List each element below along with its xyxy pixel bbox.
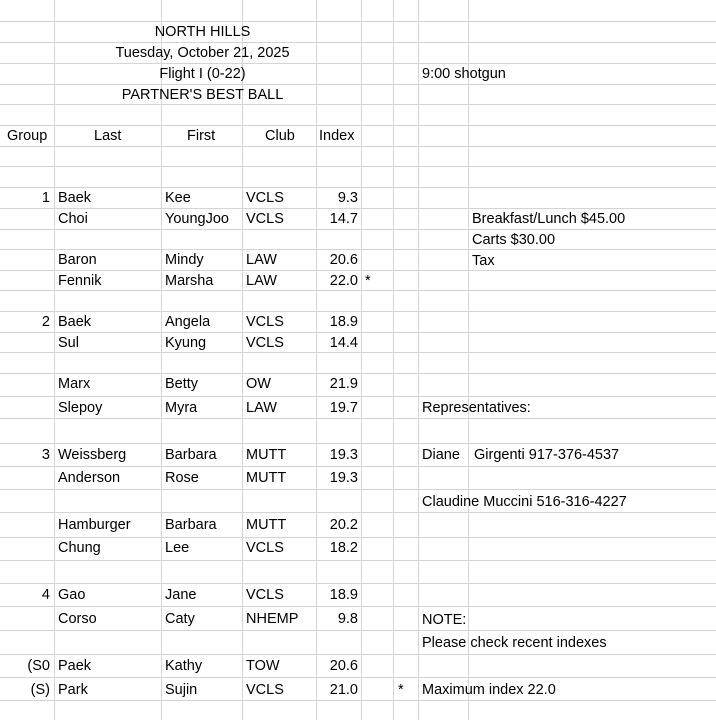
player-group: 4 (41, 587, 50, 603)
player-group: 1 (41, 190, 50, 206)
player-mark (365, 680, 385, 700)
col-header-group: Group (7, 128, 48, 144)
cart-cost: Carts $30.00 (472, 232, 556, 248)
player-mark (365, 250, 385, 270)
player-group: 2 (41, 314, 50, 330)
rep2-contact: Claudine Muccini 516-316-4227 (422, 494, 627, 510)
player-club: MUTT (246, 447, 287, 463)
grid-row-line (0, 166, 716, 167)
player-last-name: Chung (58, 540, 101, 556)
rep1-first-name: Diane (422, 447, 460, 463)
grid-column-line (468, 0, 469, 720)
player-mark (365, 515, 385, 535)
player-last-name: Hamburger (58, 517, 131, 533)
player-first-name: Rose (165, 470, 199, 486)
note-star: * (398, 682, 404, 698)
tax-label: Tax (472, 253, 495, 269)
player-last-name: Gao (58, 587, 86, 603)
player-club: VCLS (246, 587, 284, 603)
player-first-name: Kathy (165, 658, 203, 674)
grid-column-line (418, 0, 419, 720)
player-last-name: Park (58, 682, 88, 698)
player-index: 19.3 (329, 447, 358, 463)
meal-cost: Breakfast/Lunch $45.00 (472, 211, 626, 227)
player-club: VCLS (246, 682, 284, 698)
player-first-name: Kyung (165, 335, 207, 351)
player-group (0, 271, 50, 291)
player-group (0, 333, 50, 353)
grid-column-line (161, 0, 162, 720)
player-first-name: YoungJoo (165, 211, 229, 227)
player-first-name: Lee (165, 540, 190, 556)
player-group (0, 468, 50, 488)
col-header-last: Last (94, 128, 122, 144)
player-group (0, 250, 50, 270)
player-group (0, 609, 50, 629)
player-group (0, 538, 50, 558)
player-club: VCLS (246, 190, 284, 206)
player-group (0, 374, 50, 394)
player-first-name: Barbara (165, 517, 217, 533)
grid-row-line (0, 583, 716, 584)
grid-row-line (0, 654, 716, 655)
grid-column-line (54, 0, 55, 720)
player-first-name: Angela (165, 314, 211, 330)
player-group: 3 (41, 447, 50, 463)
player-last-name: Choi (58, 211, 88, 227)
player-group (0, 515, 50, 535)
col-header-index: Index (319, 128, 355, 144)
player-index: 20.6 (329, 658, 358, 674)
player-club: LAW (246, 400, 277, 416)
player-mark (365, 445, 385, 465)
grid-row-line (0, 700, 716, 701)
player-first-name: Jane (165, 587, 197, 603)
grid-row-line (0, 146, 716, 147)
player-index: 14.4 (329, 335, 358, 351)
player-mark (365, 374, 385, 394)
grid-row-line (0, 418, 716, 419)
grid-row-line (0, 677, 716, 678)
course-title: NORTH HILLS (154, 24, 251, 40)
player-club: MUTT (246, 470, 287, 486)
player-index: 20.6 (329, 252, 358, 268)
player-first-name: Barbara (165, 447, 217, 463)
player-index: 9.3 (337, 190, 358, 206)
player-club: OW (246, 376, 271, 392)
player-index: 18.2 (329, 540, 358, 556)
flight-label: Flight I (0-22) (159, 66, 246, 82)
grid-row-line (0, 229, 716, 230)
grid-column-line (361, 0, 362, 720)
player-index: 22.0 (329, 273, 358, 289)
player-mark (365, 585, 385, 605)
player-index: 18.9 (329, 587, 358, 603)
player-index: 21.9 (329, 376, 358, 392)
player-index: 19.3 (329, 470, 358, 486)
player-club: LAW (246, 273, 277, 289)
player-last-name: Baek (58, 314, 92, 330)
player-index: 9.8 (337, 611, 358, 627)
player-last-name: Baron (58, 252, 97, 268)
player-mark: * (365, 273, 371, 289)
grid-row-line (0, 396, 716, 397)
player-first-name: Caty (165, 611, 195, 627)
player-mark (365, 398, 385, 418)
grid-row-line (0, 512, 716, 513)
event-date: Tuesday, October 21, 2025 (115, 45, 290, 61)
player-club: NHEMP (246, 611, 299, 627)
player-first-name: Sujin (165, 682, 198, 698)
player-first-name: Myra (165, 400, 198, 416)
player-mark (365, 538, 385, 558)
player-club: VCLS (246, 540, 284, 556)
player-mark (365, 333, 385, 353)
player-index: 20.2 (329, 517, 358, 533)
player-first-name: Kee (165, 190, 191, 206)
player-club: VCLS (246, 211, 284, 227)
player-first-name: Marsha (165, 273, 214, 289)
grid-row-line (0, 443, 716, 444)
player-last-name: Weissberg (58, 447, 127, 463)
player-mark (365, 188, 385, 208)
note-text: Please check recent indexes (422, 635, 607, 651)
player-first-name: Betty (165, 376, 199, 392)
player-last-name: Marx (58, 376, 91, 392)
player-group: (S) (30, 682, 50, 698)
player-last-name: Corso (58, 611, 97, 627)
player-group (0, 209, 50, 229)
player-club: LAW (246, 252, 277, 268)
player-first-name: Mindy (165, 252, 204, 268)
player-last-name: Paek (58, 658, 92, 674)
player-mark (365, 656, 385, 676)
col-header-club: Club (265, 128, 295, 144)
grid-row-line (0, 489, 716, 490)
col-header-first: First (187, 128, 216, 144)
player-mark (365, 312, 385, 332)
player-index: 19.7 (329, 400, 358, 416)
grid-row-line (0, 630, 716, 631)
player-index: 14.7 (329, 211, 358, 227)
grid-row-line (0, 560, 716, 561)
max-index-note: Maximum index 22.0 (422, 682, 556, 698)
player-last-name: Sul (58, 335, 79, 351)
grid-row-line (0, 466, 716, 467)
player-club: TOW (246, 658, 280, 674)
player-mark (365, 609, 385, 629)
rep1-contact: Girgenti 917-376-4537 (474, 447, 620, 463)
player-index: 18.9 (329, 314, 358, 330)
representatives-heading: Representatives: (422, 400, 531, 416)
grid-column-line (242, 0, 243, 720)
player-last-name: Fennik (58, 273, 102, 289)
format-label: PARTNER'S BEST BALL (121, 87, 284, 103)
grid-column-line (393, 0, 394, 720)
start-time: 9:00 shotgun (422, 66, 506, 82)
player-mark (365, 468, 385, 488)
grid-row-line (0, 606, 716, 607)
player-last-name: Slepoy (58, 400, 103, 416)
player-group (0, 398, 50, 418)
player-last-name: Anderson (58, 470, 121, 486)
player-index: 21.0 (329, 682, 358, 698)
note-heading: NOTE: (422, 612, 467, 628)
player-last-name: Baek (58, 190, 92, 206)
player-club: MUTT (246, 517, 287, 533)
player-club: VCLS (246, 335, 284, 351)
player-mark (365, 209, 385, 229)
player-group: (S0 (27, 658, 50, 674)
player-club: VCLS (246, 314, 284, 330)
